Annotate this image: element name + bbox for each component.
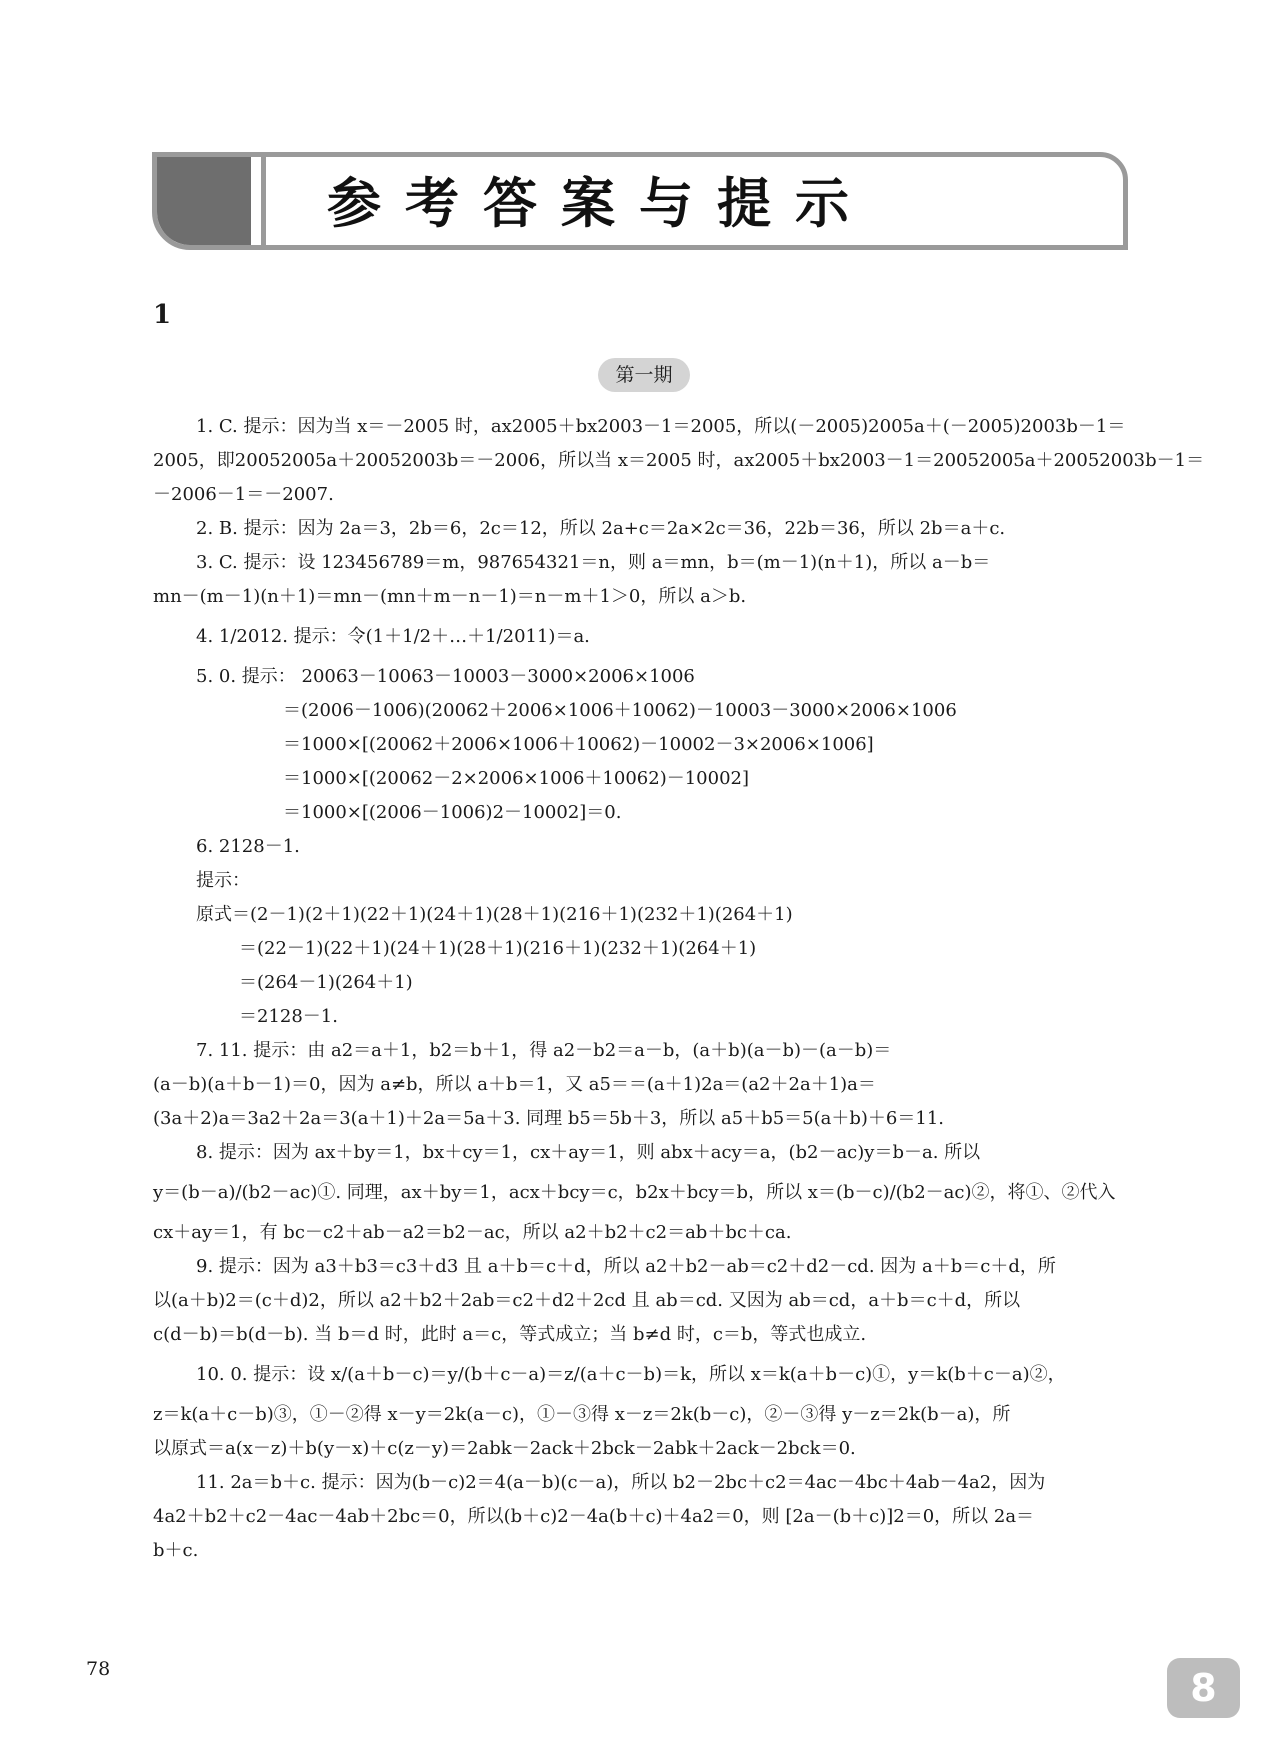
answer-line: mn－(m－1)(n＋1)＝mn－(mn＋m－n－1)＝n－m＋1＞0，所以 a＞b. [153, 586, 747, 607]
answer-line: ＝1000×[(2006－1006)2－10002]＝0. [283, 802, 622, 823]
answer-line: ＝2128－1. [239, 1006, 338, 1027]
answer-line: 4. 1/2012. 提示：令(1＋1/2＋…＋1/2011)＝a. [196, 626, 590, 647]
answer-line: (a－b)(a＋b－1)＝0，因为 a≠b，所以 a＋b＝1，又 a5＝＝(a＋1)2a＝(a2＋2a＋1)a＝ [153, 1074, 876, 1095]
answer-line: 2. B. 提示：因为 2a＝3，2b＝6，2c＝12，所以 2a+c＝2a×2c＝36，22b＝36，所以 2b＝a＋c. [196, 518, 1006, 539]
title-dark-block [157, 157, 251, 245]
answer-line: ＝1000×[(20062＋2006×1006＋10062)－10002－3×2006×1006] [283, 734, 874, 755]
answer-line: 8. 提示：因为 ax＋by＝1，bx＋cy＝1，cx＋ay＝1，则 abx＋acy＝a，(b2－ac)y＝b－a. 所以 [196, 1142, 981, 1163]
answer-line: 提示： [196, 870, 250, 891]
answer-line: 以原式＝a(x－z)＋b(y－x)＋c(z－y)＝2abk－2ack＋2bck－2abk＋2ack－2bck＝0. [153, 1438, 856, 1459]
answer-line: 7. 11. 提示：由 a2＝a＋1，b2＝b＋1，得 a2－b2＝a－b，(a＋b)(a－b)－(a－b)＝ [196, 1040, 892, 1061]
answer-line: 11. 2a＝b＋c. 提示：因为(b－c)2＝4(a－b)(c－a)，所以 b2－2bc＋c2＝4ac－4bc＋4ab－4a2，因为 [196, 1472, 1046, 1493]
issue-badge: 8 [1167, 1658, 1240, 1718]
answer-line: 4a2＋b2＋c2－4ac－4ab＋2bc＝0，所以(b＋c)2－4a(b＋c)＋4a2＝0，则 [2a－(b＋c)]2＝0，所以 2a＝ [153, 1506, 1035, 1527]
answer-line: ＝(264－1)(264＋1) [239, 972, 413, 993]
period-badge: 第一期 [598, 358, 690, 392]
answer-line: z＝k(a＋c－b)③，①－②得 x－y＝2k(a－c)，①－③得 x－z＝2k(b－c)，②－③得 y－z＝2k(b－a)，所 [153, 1404, 1011, 1425]
answer-line: b＋c. [153, 1540, 199, 1561]
answer-line: 9. 提示：因为 a3＋b3＝c3＋d3 且 a＋b＝c＋d，所以 a2＋b2－ab＝c2＋d2－cd. 因为 a＋b＝c＋d，所 [196, 1256, 1056, 1277]
answer-line: －2006－1＝－2007. [153, 484, 334, 505]
answer-line: 以(a＋b)2＝(c＋d)2，所以 a2＋b2＋2ab＝c2＋d2＋2cd 且 ab＝cd. 又因为 ab＝cd，a＋b＝c＋d，所以 [153, 1290, 1021, 1311]
answer-line: 原式＝(2－1)(2＋1)(22＋1)(24＋1)(28＋1)(216＋1)(232＋1)(264＋1) [196, 904, 793, 925]
answer-line: 2005，即20052005a＋20052003b＝－2006，所以当 x＝2005 时，ax2005＋bx2003－1＝20052005a＋20052003b－1＝ [153, 450, 1205, 471]
answer-line: ＝1000×[(20062－2×2006×1006＋10062)－10002] [283, 768, 749, 789]
answer-line: 1. C. 提示：因为当 x＝－2005 时，ax2005＋bx2003－1＝2005，所以(－2005)2005a＋(－2005)2003b－1＝ [196, 416, 1126, 437]
answer-line: y＝(b－a)/(b2－ac)①. 同理，ax＋by＝1，acx＋bcy＝c，b2x＋bcy＝b，所以 x＝(b－c)/(b2－ac)②，将①、②代入 [153, 1182, 1116, 1203]
page-title: 参考答案与提示 [327, 172, 873, 235]
answer-line: 3. C. 提示：设 123456789＝m，987654321＝n，则 a＝mn，b＝(m－1)(n＋1)，所以 a－b＝ [196, 552, 991, 573]
answer-line: 5. 0. 提示： 20063－10063－10003－3000×2006×1006 [196, 666, 695, 687]
answer-line: ＝(22－1)(22＋1)(24＋1)(28＋1)(216＋1)(232＋1)(264＋1) [239, 938, 757, 959]
answer-line: (3a＋2)a＝3a2＋2a＝3(a＋1)＋2a＝5a＋3. 同理 b5＝5b＋3，所以 a5＋b5＝5(a＋b)＋6＝11. [153, 1108, 945, 1129]
title-banner [152, 152, 1128, 250]
section-number: 1 [153, 300, 172, 330]
answer-line: 6. 2128－1. [196, 836, 300, 857]
answer-line: ＝(2006－1006)(20062＋2006×1006＋10062)－10003－3000×2006×1006 [283, 700, 957, 721]
answer-line: 10. 0. 提示：设 x/(a＋b－c)＝y/(b＋c－a)＝z/(a＋c－b)＝k，所以 x＝k(a＋b－c)①，y＝k(b＋c－a)②， [196, 1364, 1066, 1385]
answer-line: cx＋ay＝1，有 bc－c2＋ab－a2＝b2－ac，所以 a2＋b2＋c2＝ab＋bc＋ca. [153, 1222, 792, 1243]
title-separator [251, 157, 266, 245]
answers-body [153, 410, 1205, 1568]
answer-line: c(d－b)＝b(d－b). 当 b＝d 时，此时 a＝c，等式成立；当 b≠d 时，c＝b，等式也成立. [153, 1324, 867, 1345]
page-number: 78 [86, 1658, 111, 1680]
